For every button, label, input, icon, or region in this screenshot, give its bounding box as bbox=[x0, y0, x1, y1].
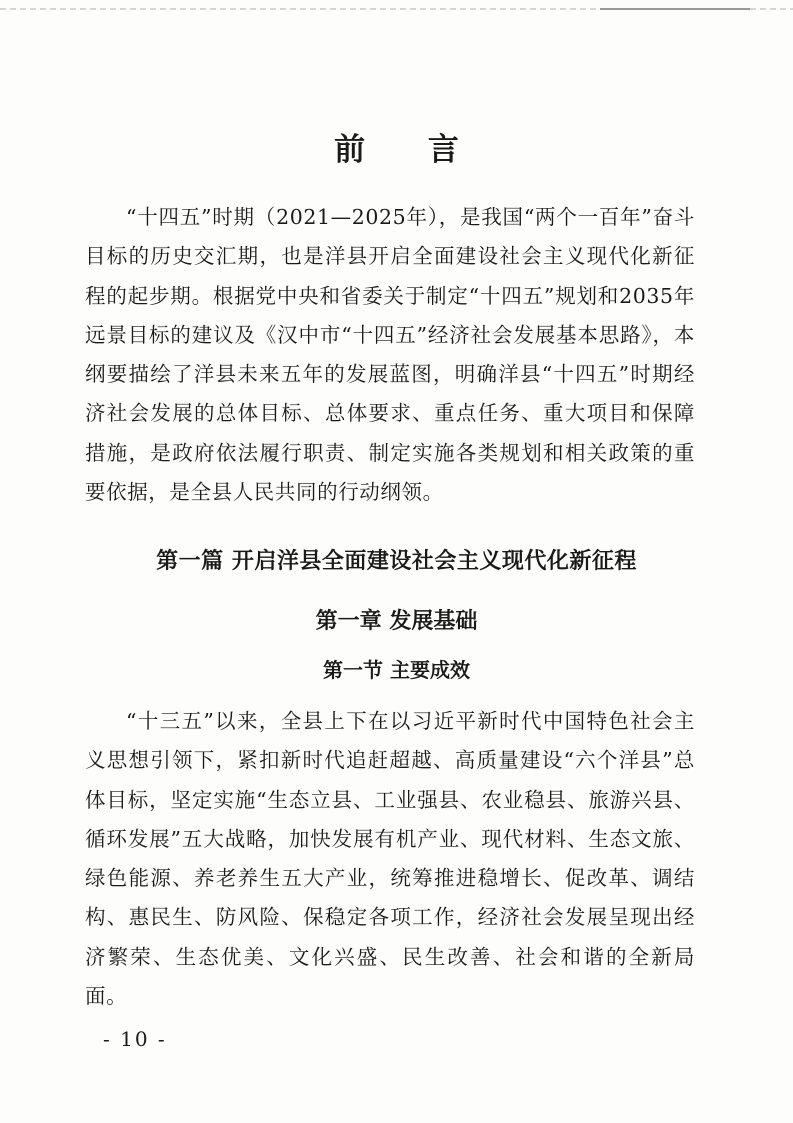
scan-edge-mark bbox=[600, 8, 750, 10]
preface-paragraph: “十四五”时期（2021—2025年），是我国“两个一百年”奋斗目标的历史交汇期，也是洋县开启全面建设社会主义现代化新征程的起步期。根据党中央和省委关于制定“十四五”规划和2035年远景目标的建议及《汉中市“十四五”经济社会发展基本思路》，本纲要描绘了洋县未来五年的发展蓝图，明确洋县“十四五”时期经济社会发展的总体目标、总体要求、重点任务、重大项目和保障措施，是政府依法履行职责、制定实施各类规划和相关政策的重要依据，是全县人民共同的行动纲领。 bbox=[85, 205, 695, 505]
section-paragraph: “十三五”以来，全县上下在以习近平新时代中国特色社会主义思想引领下，紧扣新时代追赶超越、高质量建设“六个洋县”总体目标，坚定实施“生态立县、工业强县、农业稳县、旅游兴县、循环发展”五大战略，加快发展有机产业、现代材料、生态文旅、绿色能源、养老养生五大产业，统筹推进稳增长、促改革、调结构、惠民生、防风险、保稳定各项工作，经济社会发展呈现出经济繁荣、生态优美、文化兴盛、民生改善、社会和谐的全新局面。 bbox=[85, 709, 695, 1009]
section-heading: 第一节 主要成效 bbox=[323, 658, 470, 682]
section-body bbox=[85, 702, 695, 1016]
chapter-heading: 第一章 发展基础 bbox=[315, 608, 478, 634]
part-heading: 第一篇 开启洋县全面建设社会主义现代化新征程 bbox=[156, 548, 637, 574]
preface-body bbox=[85, 198, 695, 512]
page-title: 前 言 bbox=[334, 132, 485, 168]
page-number: - 10 - bbox=[103, 1027, 167, 1051]
